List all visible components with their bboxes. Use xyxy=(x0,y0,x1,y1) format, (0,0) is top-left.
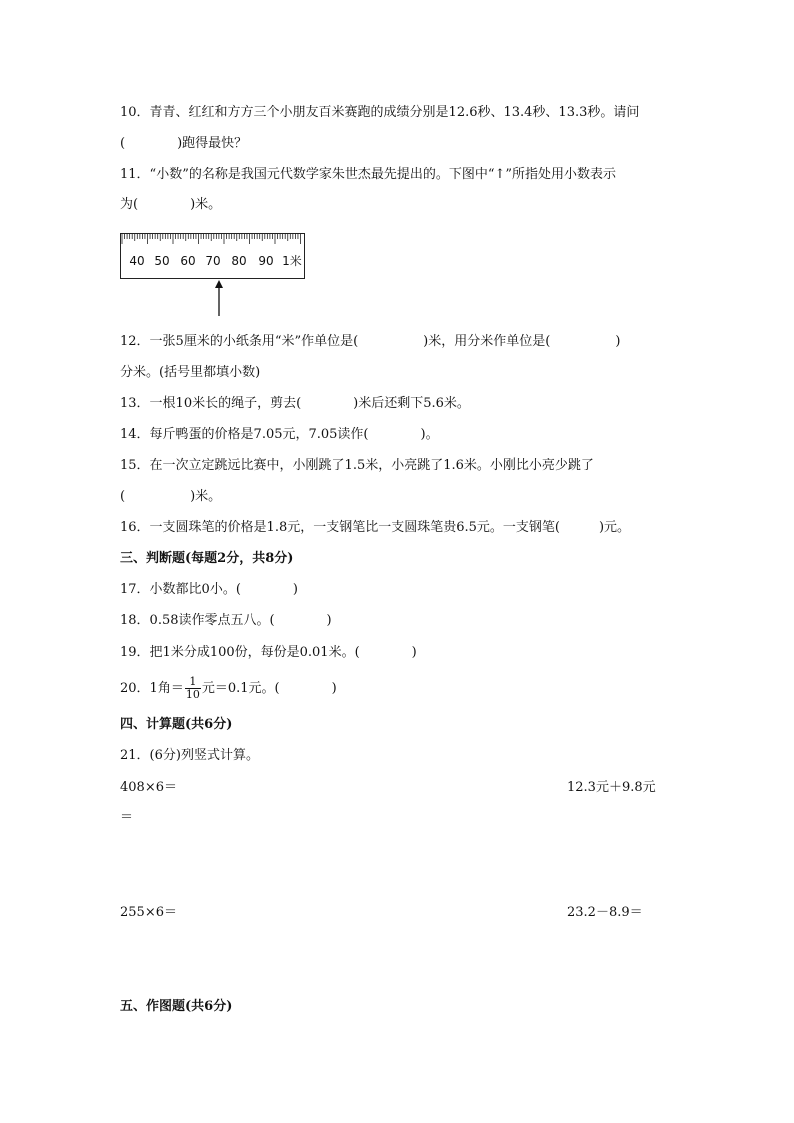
section-3-heading: 三、判断题(每题2分，共8分) xyxy=(120,551,294,566)
ruler-label: 50 xyxy=(154,254,170,268)
q15-line2: ( )米。 xyxy=(120,489,222,504)
calc-23-2-minus-8-9: 23.2－8.9＝ xyxy=(567,905,643,920)
q20-suffix: 元＝0.1元。( ) xyxy=(201,681,337,696)
q16: 16．一支圆珠笔的价格是1.8元，一支钢笔比一支圆珠笔贵6.5元。一支钢笔( )元。 xyxy=(120,520,631,535)
ruler-label: 40 xyxy=(129,254,145,268)
q14: 14．每斤鸭蛋的价格是7.05元，7.05读作( )。 xyxy=(120,427,439,442)
q13: 13．一根10米长的绳子，剪去( )米后还剩下5.6米。 xyxy=(120,396,470,411)
calc-12-3-plus-9-8: 12.3元＋9.8元 xyxy=(567,780,656,795)
q15-line1: 15．在一次立定跳远比赛中，小刚跳了1.5米，小亮跳了1.6米。小刚比小亮少跳了 xyxy=(120,458,594,473)
ruler-figure xyxy=(120,233,305,279)
section-4-heading: 四、计算题(共6分) xyxy=(120,717,233,732)
q17: 17．小数都比0小。( ) xyxy=(120,582,298,597)
section-5-heading: 五、作图题(共6分) xyxy=(120,999,233,1014)
ruler-label: 80 xyxy=(231,254,247,268)
up-arrow-icon xyxy=(210,278,230,318)
q10-line2: ( )跑得最快？ xyxy=(120,136,248,151)
q21: 21．(6分)列竖式计算。 xyxy=(120,748,259,763)
q10-line1: 10．青青、红红和方方三个小朋友百米赛跑的成绩分别是12.6秒、13.4秒、13.3秒。请问 xyxy=(120,105,640,120)
q11-line2: 为( )米。 xyxy=(120,197,222,212)
q12-line2: 分米。(括号里都填小数) xyxy=(120,365,261,380)
ruler-label: 60 xyxy=(180,254,196,268)
ruler-label: 90 xyxy=(258,254,274,268)
calc-408x6: 408×6＝ xyxy=(120,780,177,795)
fraction-denominator: 10 xyxy=(185,688,200,701)
ruler-end-label: 1米 xyxy=(282,254,302,268)
q20-prefix: 20．1角＝ xyxy=(120,681,184,696)
q19: 19．把1米分成100份，每份是0.01米。( ) xyxy=(120,645,417,660)
calc-equals-continuation: ＝ xyxy=(120,810,134,825)
fraction xyxy=(185,676,201,701)
q11-line1: 11．“小数”的名称是我国元代数学家朱世杰最先提出的。下图中“↑”所指处用小数表示 xyxy=(120,167,617,182)
calc-255x6: 255×6＝ xyxy=(120,905,177,920)
q20 xyxy=(120,676,337,701)
fraction-numerator: 1 xyxy=(185,676,201,689)
ruler-label: 70 xyxy=(205,254,221,268)
q12-line1: 12．一张5厘米的小纸条用“米”作单位是( )米，用分米作单位是( ) xyxy=(120,334,621,349)
q18: 18．0.58读作零点五八。( ) xyxy=(120,613,332,628)
